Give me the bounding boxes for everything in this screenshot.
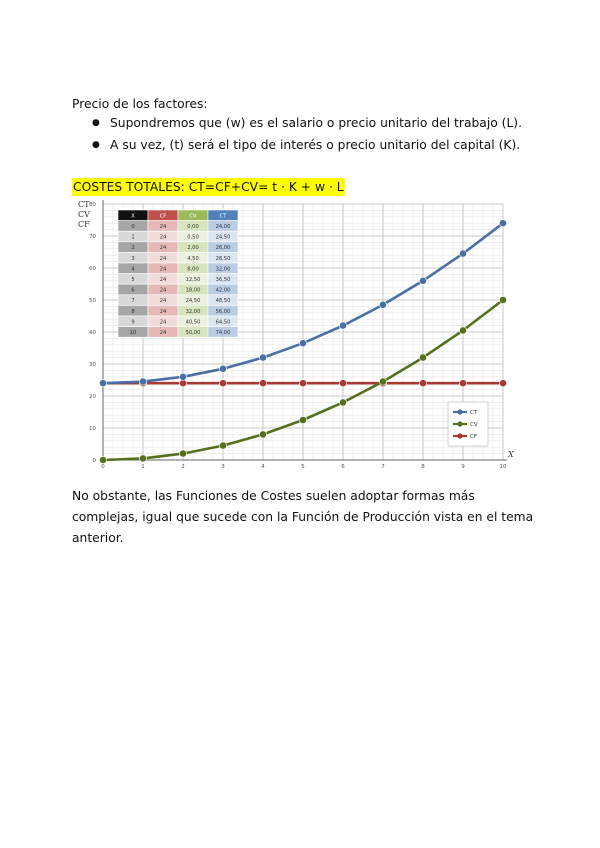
table-cell-value: 24,00 xyxy=(215,224,231,230)
data-point-cv xyxy=(99,456,106,463)
table-header-label: CT xyxy=(219,213,227,220)
data-point-cf xyxy=(299,380,306,387)
table-cell-value: 40,50 xyxy=(185,319,201,326)
table-cell-value: 18,00 xyxy=(185,287,201,294)
y-tick-label: 50 xyxy=(89,298,96,304)
y-tick-label: 70 xyxy=(89,234,96,240)
x-tick-label: 9 xyxy=(461,464,465,470)
legend-label-cf: CF xyxy=(470,434,478,440)
data-point-cv xyxy=(419,354,426,361)
x-axis-label: X xyxy=(508,450,514,459)
table-cell-value: 6 xyxy=(131,287,135,294)
data-point-ct xyxy=(499,220,506,227)
x-tick-label: 2 xyxy=(181,464,185,470)
legend-label-cv: CV xyxy=(470,422,478,428)
table-header-label: CF xyxy=(159,213,167,220)
table-cell-value: 24 xyxy=(159,245,167,252)
y-tick-label: 40 xyxy=(89,330,96,336)
table-cell-value: 24 xyxy=(159,266,167,273)
table-cell-value: 0,00 xyxy=(187,224,199,230)
x-tick-label: 10 xyxy=(499,464,507,470)
table-cell-value: 1 xyxy=(131,234,135,241)
data-point-cv xyxy=(459,327,466,334)
table-cell-value: 28,50 xyxy=(215,255,231,262)
table-cell-value: 4 xyxy=(131,266,135,273)
data-point-cv xyxy=(179,450,186,457)
x-tick-label: 4 xyxy=(261,464,265,470)
x-tick-label: 7 xyxy=(381,464,385,470)
table-cell-value: 8,00 xyxy=(187,266,199,273)
table-cell-value: 64,50 xyxy=(215,319,231,326)
data-point-ct xyxy=(139,378,146,385)
table-cell-value: 9 xyxy=(131,319,135,326)
table-cell-value: 24 xyxy=(159,234,167,241)
legend-label-ct: CT xyxy=(470,410,478,416)
legend-marker-cf xyxy=(457,433,462,438)
table-cell-value: 0 xyxy=(131,224,135,230)
data-point-cv xyxy=(379,378,386,385)
data-point-cv xyxy=(499,296,506,303)
costs-heading: COSTES TOTALES: CT=CF+CV= t · K + w · L xyxy=(73,180,344,194)
table-cell-value: 10 xyxy=(129,330,137,336)
y-axis-label: CF xyxy=(78,220,90,229)
table-cell-value: 50,00 xyxy=(185,330,201,336)
table-header-label: CV xyxy=(189,213,197,220)
data-point-cf xyxy=(339,380,346,387)
data-point-cv xyxy=(219,442,226,449)
data-point-cf xyxy=(419,380,426,387)
data-point-cv xyxy=(339,399,346,406)
legend-marker-cv xyxy=(457,421,462,426)
intro-text: Precio de los factores: xyxy=(72,97,208,111)
table-header-label: X xyxy=(131,213,135,220)
legend-marker-ct xyxy=(457,409,462,414)
cost-chart-svg xyxy=(70,196,522,472)
x-tick-label: 8 xyxy=(421,464,425,470)
table-cell-value: 2,00 xyxy=(187,245,199,252)
y-tick-label: 80 xyxy=(89,202,96,208)
table-cell-value: 42,00 xyxy=(215,287,231,294)
data-point-ct xyxy=(299,340,306,347)
data-point-ct xyxy=(179,373,186,380)
x-tick-label: 5 xyxy=(301,464,305,470)
x-tick-label: 1 xyxy=(141,464,145,470)
table-cell-value: 26,00 xyxy=(215,245,231,252)
table-cell-value: 24 xyxy=(159,255,167,262)
bullet-list xyxy=(92,114,522,158)
data-point-ct xyxy=(219,365,226,372)
table-cell-value: 7 xyxy=(131,298,135,305)
table-cell-value: 24 xyxy=(159,319,167,326)
data-point-cv xyxy=(139,455,146,462)
cost-chart xyxy=(70,196,522,472)
data-point-ct xyxy=(259,354,266,361)
table-cell-value: 4,50 xyxy=(187,255,199,262)
table-cell-value: 48,50 xyxy=(215,298,231,305)
x-tick-label: 0 xyxy=(101,464,105,470)
data-point-ct xyxy=(339,322,346,329)
data-point-cv xyxy=(299,416,306,423)
table-cell-value: 36,50 xyxy=(215,277,231,283)
table-cell-value: 12,50 xyxy=(185,277,201,283)
closing-paragraph: No obstante, las Funciones de Costes suelen adoptar formas más complejas, igual que sucede con la Función de Producción vista en el tema anterior. xyxy=(72,489,534,545)
data-point-ct xyxy=(99,380,106,387)
table-cell-value: 24 xyxy=(159,287,167,294)
data-point-cf xyxy=(459,380,466,387)
y-axis-label: CV xyxy=(78,210,90,219)
table-cell-value: 24 xyxy=(159,308,167,315)
table-cell-value: 3 xyxy=(131,255,135,262)
x-tick-label: 3 xyxy=(221,464,225,470)
table-cell-value: 0,50 xyxy=(187,234,199,241)
table-cell-value: 56,00 xyxy=(215,308,231,315)
table-cell-value: 24 xyxy=(159,224,167,230)
table-cell-value: 24 xyxy=(159,277,167,283)
data-point-cf xyxy=(259,380,266,387)
y-tick-label: 30 xyxy=(89,362,96,368)
data-point-cf xyxy=(219,380,226,387)
table-cell-value: 8 xyxy=(131,308,135,315)
table-cell-value: 24,50 xyxy=(185,298,201,305)
table-cell-value: 24 xyxy=(159,330,167,336)
table-cell-value: 24 xyxy=(159,298,167,305)
table-cell-value: 24,50 xyxy=(215,234,231,241)
y-tick-label: 60 xyxy=(89,266,96,272)
y-tick-label: 20 xyxy=(89,394,96,400)
table-cell-value: 5 xyxy=(131,277,135,283)
y-tick-label: 10 xyxy=(89,426,96,432)
y-tick-label: 0 xyxy=(92,458,96,464)
data-point-ct xyxy=(459,250,466,257)
data-point-cv xyxy=(259,431,266,438)
table-cell-value: 32,00 xyxy=(215,266,231,273)
y-axis-label: CT xyxy=(78,200,90,209)
bullet-interest: ● A su vez, (t) será el tipo de interés o precio unitario del capital (K). xyxy=(92,136,522,158)
table-cell-value: 74,00 xyxy=(215,330,231,336)
data-point-cf xyxy=(499,380,506,387)
x-tick-label: 6 xyxy=(341,464,345,470)
data-point-ct xyxy=(419,277,426,284)
table-cell-value: 32,00 xyxy=(185,308,201,315)
data-point-ct xyxy=(379,301,386,308)
table-cell-value: 2 xyxy=(131,245,135,252)
bullet-salary: ● Supondremos que (w) es el salario o precio unitario del trabajo (L). xyxy=(92,114,522,136)
